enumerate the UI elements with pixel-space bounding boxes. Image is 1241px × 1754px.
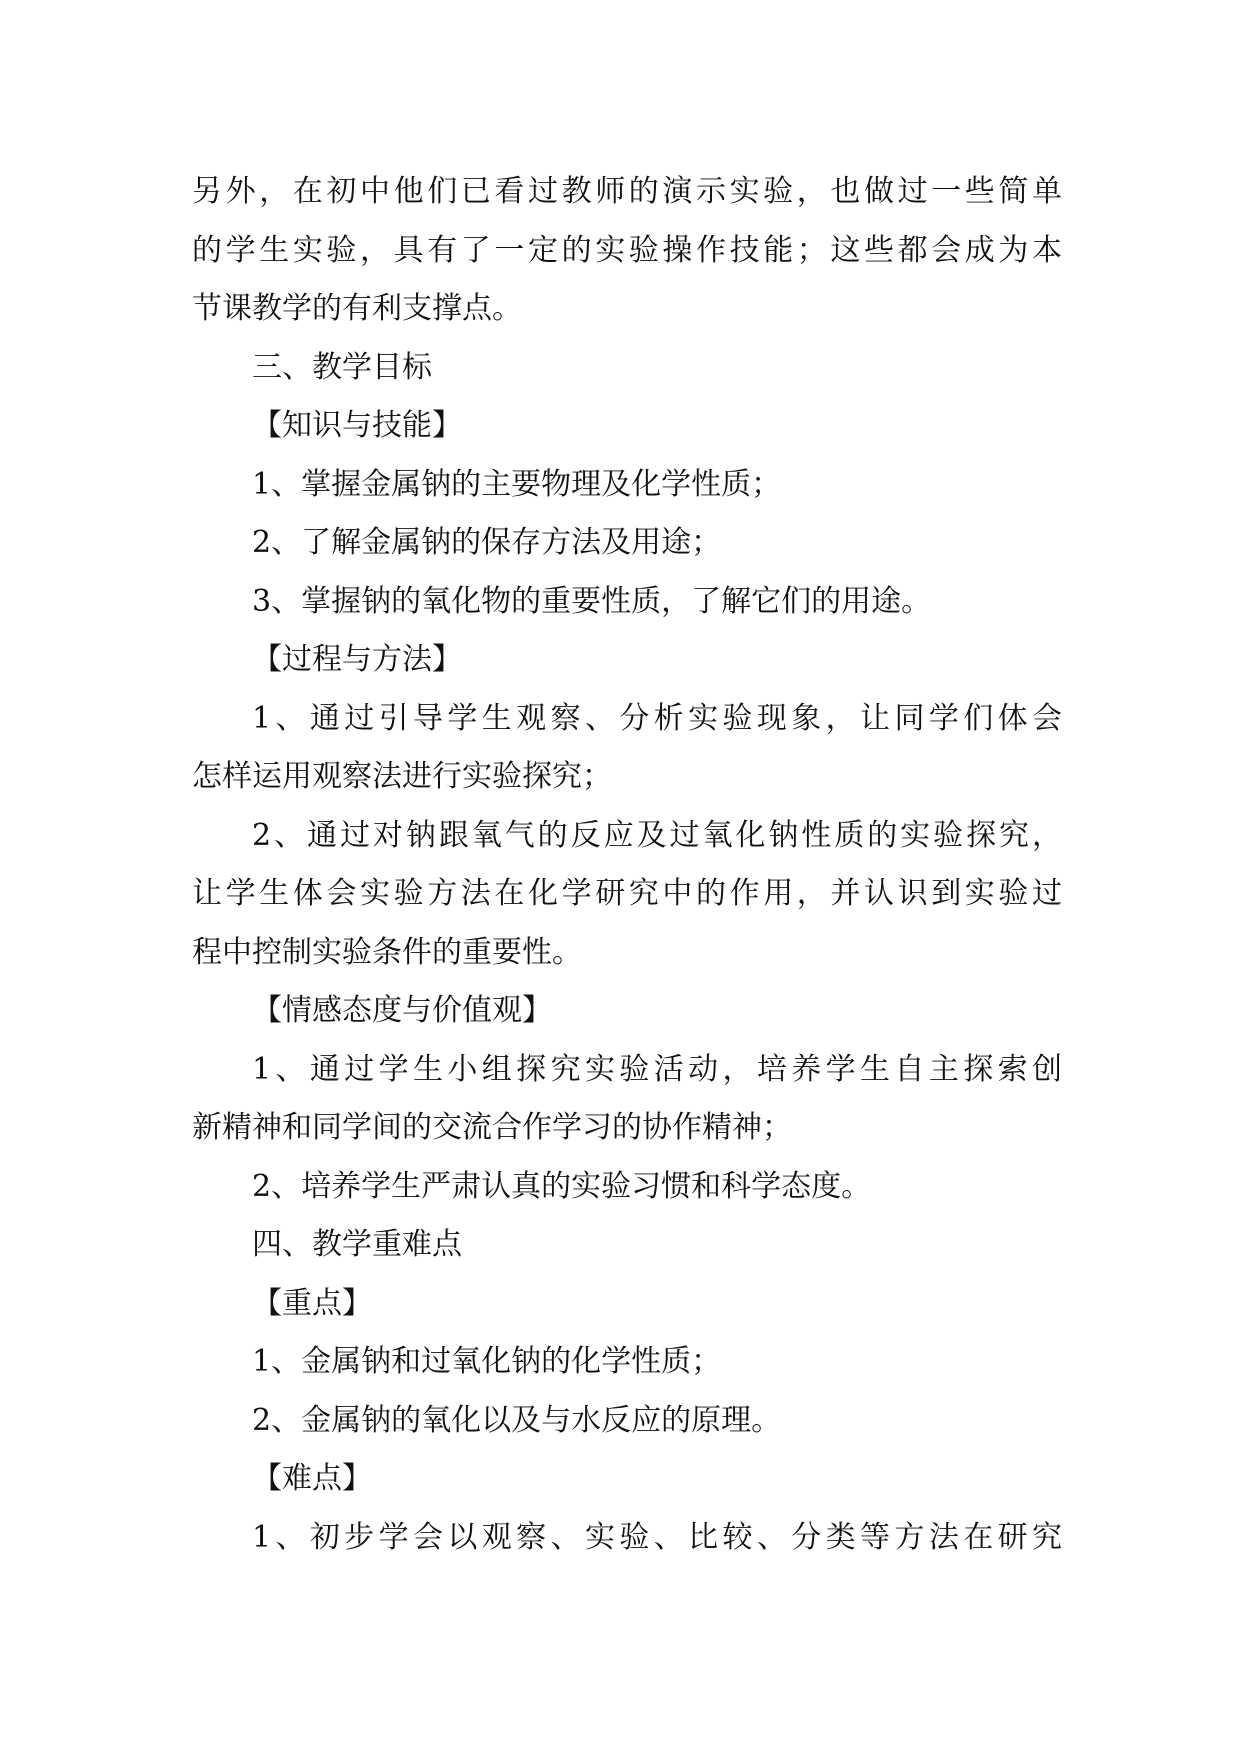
subsection-heading: 【重点】 xyxy=(252,1285,372,1321)
document-page xyxy=(192,163,1062,1567)
list-item: 1、通过学生小组探究实验活动，培养学生自主探索创 xyxy=(252,1051,1062,1087)
list-item: 2、通过对钠跟氧气的反应及过氧化钠性质的实验探究， xyxy=(252,817,1062,853)
subsection-heading: 【知识与技能】 xyxy=(252,408,462,443)
section-heading: 四、教学重难点 xyxy=(252,1227,462,1262)
list-item-continuation: 让学生体会实验方法在化学研究中的作用，并认识到实验过 xyxy=(192,876,1062,911)
list-item: 2、了解金属钠的保存方法及用途； xyxy=(252,525,722,560)
paragraph-line: 节课教学的有利支撑点。 xyxy=(192,291,522,326)
list-item: 1、初步学会以观察、实验、比较、分类等方法在研究 xyxy=(252,1519,1062,1555)
section-heading: 三、教学目标 xyxy=(252,349,432,385)
paragraph-line: 另外，在初中他们已看过教师的演示实验，也做过一些简单 xyxy=(192,174,1062,209)
subsection-heading: 【难点】 xyxy=(252,1461,372,1496)
list-item-continuation: 程中控制实验条件的重要性。 xyxy=(192,934,582,970)
subsection-heading: 【情感态度与价值观】 xyxy=(252,993,552,1028)
list-item: 2、培养学生严肃认真的实验习惯和科学态度。 xyxy=(252,1168,872,1204)
subsection-heading: 【过程与方法】 xyxy=(252,642,462,677)
list-item: 3、掌握钠的氧化物的重要性质，了解它们的用途。 xyxy=(252,583,932,619)
list-item: 2、金属钠的氧化以及与水反应的原理。 xyxy=(252,1402,782,1438)
list-item: 1、通过引导学生观察、分析实验现象，让同学们体会 xyxy=(252,700,1062,736)
list-item: 1、金属钠和过氧化钠的化学性质； xyxy=(252,1344,722,1379)
list-item-continuation: 新精神和同学间的交流合作学习的协作精神； xyxy=(192,1110,792,1145)
list-item: 1、掌握金属钠的主要物理及化学性质； xyxy=(252,466,782,502)
paragraph-line: 的学生实验，具有了一定的实验操作技能；这些都会成为本 xyxy=(192,232,1062,268)
list-item-continuation: 怎样运用观察法进行实验探究； xyxy=(192,759,612,794)
